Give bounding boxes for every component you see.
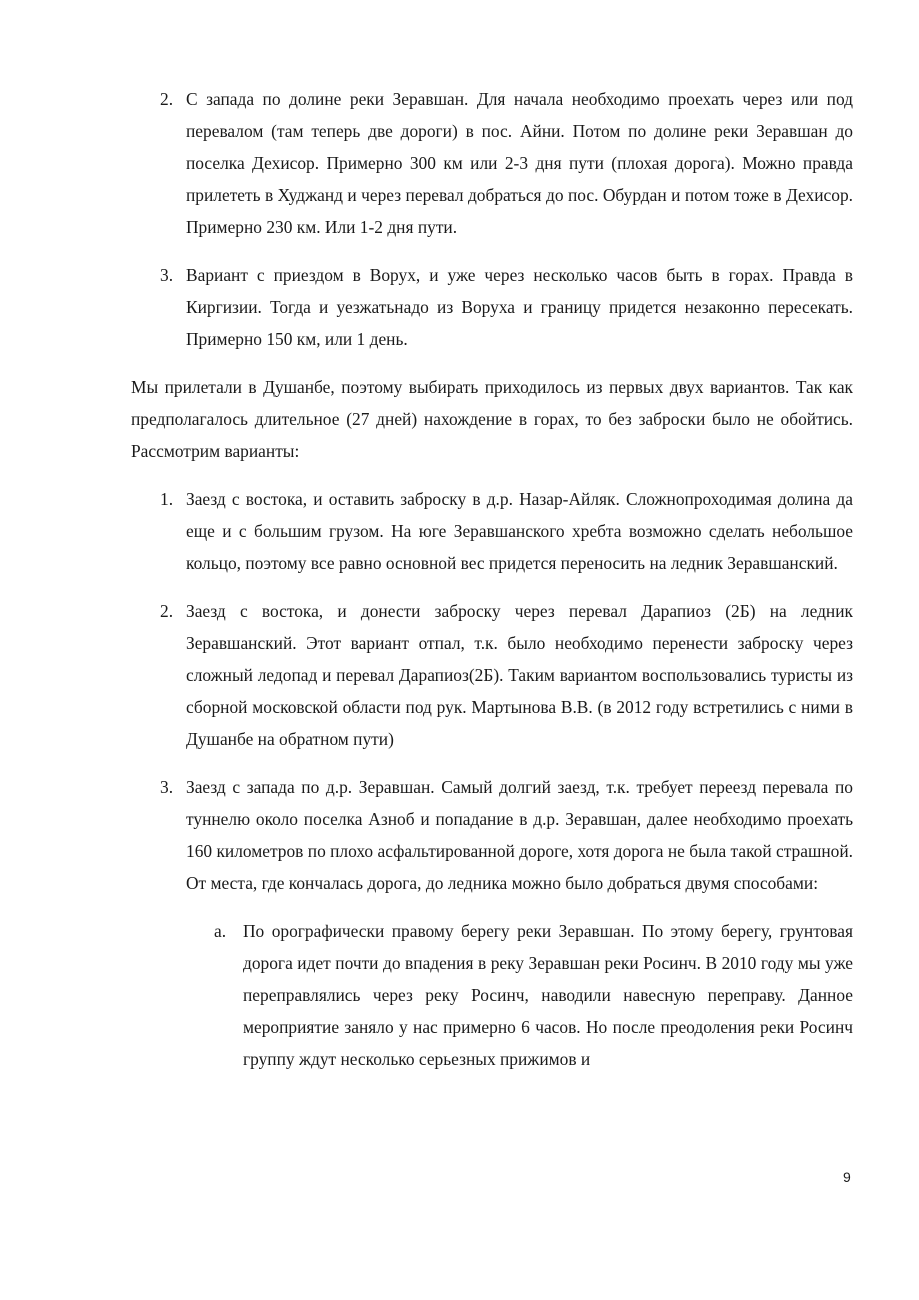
list-item-text: Заезд с востока, и оставить заброску в д.р. Назар-Айляк. Сложнопроходимая долина да еще и с большим грузом. На юге Зеравшанского хребта возможно сделать небольшое кольцо, поэтому все равно основной вес придется переносить на ледник Зеравшанский.: [186, 489, 853, 573]
list-item: [131, 83, 853, 243]
list-marker: 2.: [160, 89, 174, 109]
route-options-list: [131, 83, 853, 355]
list-marker: 3.: [160, 777, 174, 797]
list-item-text: С запада по долине реки Зеравшан. Для начала необходимо проехать через или под перевалом (там теперь две дороги) в пос. Айни. Потом по долине реки Зеравшан до поселка Дехисор. Примерно 300 км или 2-3 дня пути (плохая дорога). Можно правда прилететь в Худжанд и через перевал добраться до пос. Обурдан и потом тоже в Дехисор. Примерно 230 км. Или 1-2 дня пути.: [186, 89, 853, 237]
sublist-item-text: По орографически правому берегу реки Зеравшан. По этому берегу, грунтовая дорога идет почти до впадения в реку Зеравшан реки Росинч. В 2010 году мы уже переправлялись через реку Росинч, наводили навесную переправу. Данное мероприятие заняло у нас примерно 6 часов. Но после преодоления реки Росинч группу ждут несколько серьезных прижимов и: [243, 921, 853, 1069]
sublist-item: [186, 915, 853, 1075]
list-marker: 3.: [160, 265, 174, 285]
list-item: [131, 259, 853, 355]
list-item-text: Заезд с запада по д.р. Зеравшан. Самый долгий заезд, т.к. требует переезд перевала по туннелю около поселка Азноб и попадание в д.р. Зеравшан, далее необходимо проехать 160 километров по плохо асфальтированной дороге, хотя дорога не была такой страшной. От места, где кончалась дорога, до ледника можно было добраться двумя способами:: [186, 777, 853, 893]
list-marker: 1.: [160, 489, 174, 509]
page-content: [131, 83, 853, 1091]
sublist-marker: a.: [214, 921, 227, 941]
list-item-text: Заезд с востока, и донести заброску через перевал Дарапиоз (2Б) на ледник Зеравшанский. Этот вариант отпал, т.к. было необходимо перенести заброску через сложный ледопад и перевал Дарапиоз(2Б). Таким вариантом воспользовались туристы из сборной московской области под рук. Мартынова В.В. (в 2012 году встретились с ними в Душанбе на обратном пути): [186, 601, 853, 749]
list-item: [131, 483, 853, 579]
page-number: 9: [843, 1169, 851, 1185]
list-marker: 2.: [160, 601, 174, 621]
body-paragraph: Мы прилетали в Душанбе, поэтому выбирать приходилось из первых двух вариантов. Так как предполагалось длительное (27 дней) нахождение в горах, то без заброски было не обойтись. Рассмотрим варианты:: [131, 377, 853, 461]
list-item: [131, 771, 853, 1075]
list-item-text: Вариант с приездом в Ворух, и уже через несколько часов быть в горах. Правда в Киргизии. Тогда и уезжатьнадо из Воруха и границу придется незаконно пересекать. Примерно 150 км, или 1 день.: [186, 265, 853, 349]
access-methods-sublist: [186, 915, 853, 1075]
list-item: [131, 595, 853, 755]
supply-options-list: [131, 483, 853, 1075]
